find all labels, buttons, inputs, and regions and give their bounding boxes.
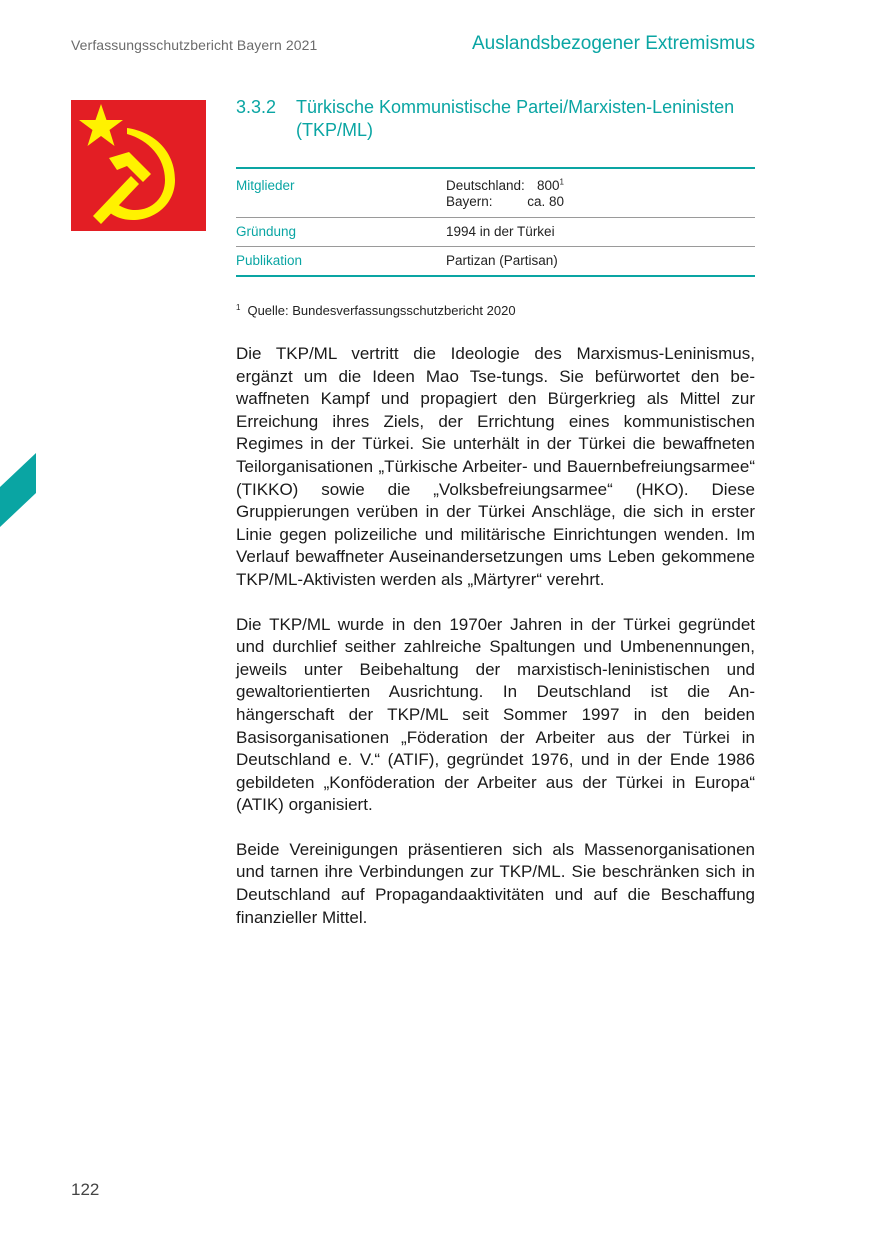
organization-facts-table xyxy=(236,167,755,277)
section-title: Türkische Kommunistische Partei/Marxisten-Leninisten (TKP/ML) xyxy=(296,97,735,140)
members-label: Mitglieder xyxy=(236,178,295,193)
founding-label: Gründung xyxy=(236,218,446,247)
members-germany-value: $800^1$ xyxy=(537,177,564,193)
page-number: 122 xyxy=(71,1180,100,1199)
section-number: 3.3.2 xyxy=(236,97,277,117)
body-text xyxy=(236,343,755,951)
paragraph-1: Die TKP/ML vertritt die Ideologie des Marxismus-Leninismus, ergänzt um die Ideen Mao Tse-tungs. Sie befürwortet den bewaffneten Kampf und propagiert den Bürgerkrieg als Mittel zur Erreichung ihres Ziels, der Errichtung eines kommunistischen Regimes in der Türkei. Sie unterhält in der Türkei die bewaffneten Teilorganisationen „Türkische Arbeiter- und Bauernbefreiungsarmee“ (TIKKO) sowie die „Volksbefreiungsarmee“ (HKO). Diese Gruppierungen verüben in der Türkei Anschläge, die sich in erster Linie gegen polizeiliche und militärische Einrichtungen wenden. Im Verlauf bewaffneter Auseinandersetzungen ums Leben gekommene TKP/ML-Aktivisten werden als „Märtyrer“ verehrt. xyxy=(236,344,755,589)
footnote-marker: 1 xyxy=(236,302,241,312)
paragraph-2: Die TKP/ML wurde in den 1970er Jahren in der Türkei gegründet und durchlief seither zahlreiche Spaltungen und Umbenennungen, jeweils unter Beibehaltung der marxistisch-leninistischen und gewaltorientierten Ausrichtung. In Deutschland ist die Anhängerschaft der TKP/ML seit Sommer 1997 in den beiden Basisorganisationen „Föderation der Arbeiter aus der Türkei in Deutschland e. V.“ (ATIF), gegründet 1976, und in der Ende 1986 gebildeten „Konföderation der Arbeiter aus der Türkei in Europa“ (ATIK) organisiert. xyxy=(236,614,755,815)
members-values xyxy=(446,168,755,218)
founding-value: 1994 in der Türkei xyxy=(446,218,755,247)
footnote xyxy=(236,303,516,318)
footnote-reference: 1 xyxy=(559,177,564,187)
table-row-founding xyxy=(236,218,755,247)
running-header-right: Auslandsbezogener Extremismus xyxy=(471,33,755,54)
running-header-left: Verfassungsschutzbericht Bayern 2021 xyxy=(71,37,318,53)
members-germany-label: Deutschland: xyxy=(446,178,525,193)
chapter-side-tab xyxy=(0,453,36,527)
publication-label: Publikation xyxy=(236,247,446,277)
paragraph-3: Beide Vereinigungen präsentieren sich als Massenorganisationen und tarnen ihre Verbindungen zur TKP/ML. Sie beschränken sich in Deutschland auf Propagandaaktivitäten und auf die Beschaffung finanzieller Mittel. xyxy=(236,839,755,927)
publication-value: Partizan (Partisan) xyxy=(446,247,755,277)
members-bavaria-label: Bayern: xyxy=(446,194,493,209)
members-germany xyxy=(446,178,755,194)
footnote-text: Quelle: Bundesverfassungsschutzbericht 2020 xyxy=(247,303,516,318)
members-bavaria-value: ca. 80 xyxy=(527,194,564,209)
hammer-sickle-star-emblem-icon xyxy=(71,100,206,231)
table-row-members xyxy=(236,168,755,218)
members-bavaria xyxy=(446,194,755,210)
table-row-publication xyxy=(236,247,755,277)
